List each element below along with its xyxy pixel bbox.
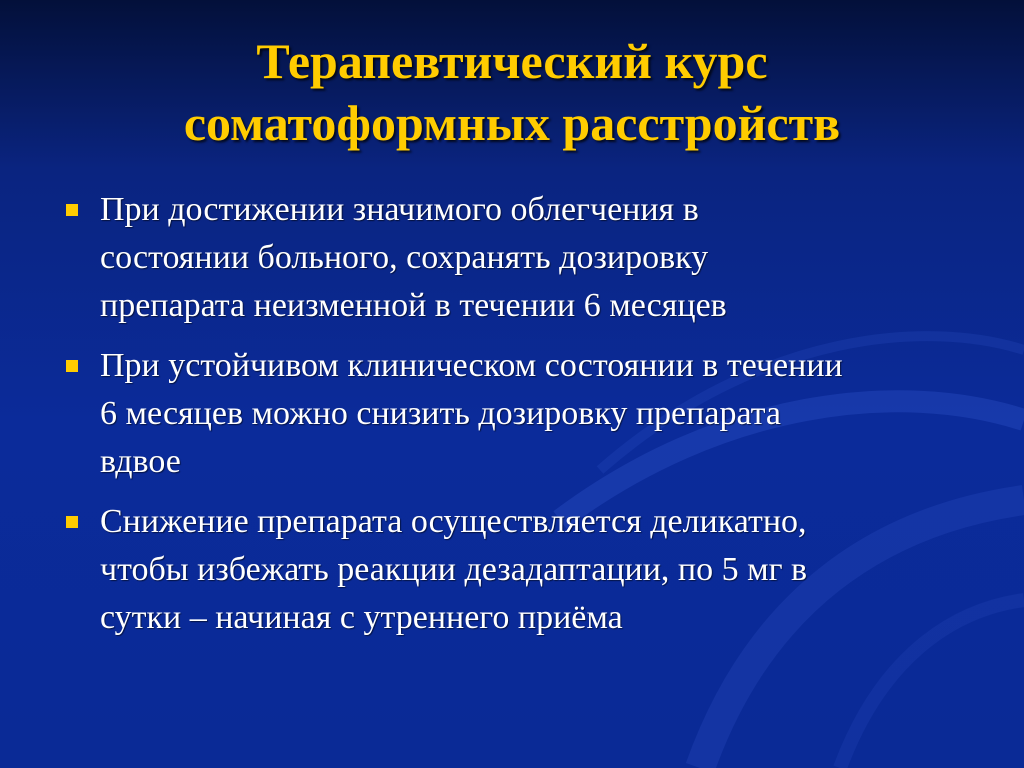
bullet-text-line: чтобы избежать реакции дезадаптации, по 5 мг в: [100, 551, 808, 588]
bullet-text-line: 6 месяцев можно снизить дозировку препарата: [100, 395, 782, 432]
bullet-square-icon: [66, 360, 78, 372]
bullet-square-icon: [66, 516, 78, 528]
bullet-text-line: вдвое: [100, 443, 181, 480]
slide-title-line-2: соматоформных расстройств: [183, 95, 841, 151]
bullet-item-3: [62, 498, 982, 642]
bullet-item-2: [62, 342, 982, 486]
slide-title-line-1: Терапевтический курс: [256, 33, 768, 89]
bullet-text-line: сутки – начиная с утреннего приёма: [100, 599, 623, 636]
bullet-text-line: препарата неизменной в течении 6 месяцев: [100, 287, 727, 324]
bullet-text-line: состоянии больного, сохранять дозировку: [100, 239, 709, 276]
bullet-text-line: Снижение препарата осуществляется деликатно,: [100, 503, 807, 540]
bullet-square-icon: [66, 204, 78, 216]
bullet-item-1: [62, 186, 982, 330]
slide-title: [60, 30, 964, 154]
bullet-list: [62, 186, 982, 654]
bullet-text-line: При устойчивом клиническом состоянии в течении: [100, 347, 843, 384]
bullet-text-line: При достижении значимого облегчения в: [100, 191, 699, 228]
